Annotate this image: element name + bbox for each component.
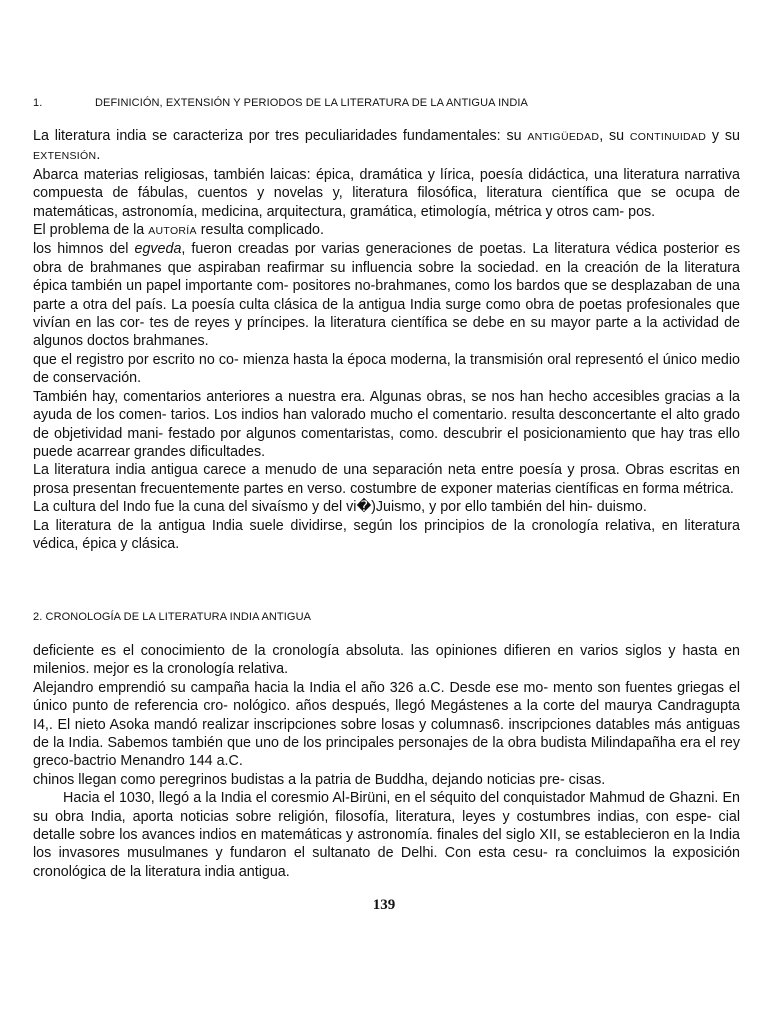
italic-term: egveda [134,241,182,258]
paragraph-text: . [96,147,101,164]
small-caps-term: CONTINUIDAD [629,131,707,143]
paragraph-materias: Abarca materias religiosas, también laicas: épica, dramática y lírica, poesía didáctica, una literatura narrativa compuesta de fábulas, cuentos y novelas y, literatura filosófica, literatura científica que se ocupa de matemáticas, astronomía, medicina, arquitectura, gramática, etimología, métrica y otros cam- pos. [33,166,740,220]
page-number: 139 [372,897,396,913]
paragraph-text: , fueron creadas por varias generaciones de poetas. La literatura védica posterior es obra de brahmanes que aspiraban reafirmar su influencia sobre la sociedad. en la creación de la literatura épica también un papel importante com- positores no-brahmanes, como los bardos que se desplazaban de una parte a otra del país. La poesía culta clásica de la antigua India surge como obra de poetas profesionales que vivían en las cor- tes de reyes y príncipes. la literatura científica se debe en su mayor parte a la actividad de algunos doctos brahmanes. [33,241,741,350]
section-1-number: 1. [33,97,43,109]
section-1-heading [33,97,528,109]
paragraph-alejandro: Alejandro emprendió su campaña hacia la India el año 326 a.C. Desde ese mo- mento son fuentes griegas el único punto de referencia cro- nológico. años después, llegó Megástenes a la corte del maurya Candragupta I4,. El nieto Asoka mandó realizar inscripciones sobre losas y columnas6. inscripciones datables más antiguas de la India. Sabemos también que uno de los principales personajes de la obra budista Milindapañha era el rey greco-bactrio Menandro 144 a.C. [33,679,740,770]
paragraph-division: La literatura de la antigua India suele dividirse, según los principios de la cronología relativa, en literatura védica, épica y clásica. [33,517,740,552]
section-1-body [33,127,740,553]
small-caps-term: EXTENSIÓN [33,150,97,163]
paragraph-peculiaridades [33,127,740,166]
paragraph-registro: que el registro por escrito no co- mienza hasta la época moderna, la transmisión oral representó el único medio de conservación. [33,351,740,387]
section-2-body [33,642,740,881]
small-caps-term: ANTIGÜEDAD [527,131,600,143]
paragraph-cultura-indo: La cultura del Indo fue la cuna del sivaísmo y del vi�)Juismo, y por ello también del hin- duismo. [33,499,647,516]
paragraph-autoria [33,221,740,240]
paragraph-cronologia: deficiente es el conocimiento de la cronología absoluta. las opiniones difieren en varios siglos y hasta en milenios. mejor es la cronología relativa. [33,643,740,678]
paragraph-text: los himnos del [33,241,135,258]
paragraph-text: resulta complicado. [196,222,324,239]
paragraph-text: El problema de la [33,222,149,239]
small-caps-term: AUTORÍA [148,225,197,238]
paragraph-text: y su [706,128,740,144]
paragraph-comentarios: También hay, comentarios anteriores a nuestra era. Algunas obras, se nos han hecho accesibles gracias a la ayuda de los comen- tarios. Los indios han valorado mucho el comentario. resulta desconcertante el alto grado de objetividad mani- festado por algunos comentaristas, como. descubrir el posicionamiento que hay tras ello puede acarrear grandes dificultades. [33,388,740,460]
section-2-title: 2. CRONOLOGÍA DE LA LITERATURA INDIA ANTIGUA [33,611,312,623]
paragraph-himnos [33,240,740,350]
paragraph-text: La literatura india se caracteriza por tres peculiaridades fundamentales: su [33,128,528,144]
section-1-title: DEFINICIÓN, EXTENSIÓN Y PERIODOS DE LA LITERATURA DE LA ANTIGUA INDIA [95,97,528,109]
paragraph-chinos: chinos llegan como peregrinos budistas a la patria de Buddha, dejando noticias pre- cisas. [33,771,606,788]
paragraph-prosa-verso: La literatura india antigua carece a menudo de una separación neta entre poesía y prosa. Obras escritas en prosa presentan frecuentemente partes en verso. costumbre de exponer materias científicas en forma métrica. [33,462,740,497]
section-2-heading [33,611,311,623]
paragraph-text: , su [599,128,630,144]
paragraph-al-biruni: Hacia el 1030, llegó a la India el coresmio Al-Birüni, en el séquito del conquistador Mahmud de Ghazni. En su obra India, aporta noticias sobre religión, filosofía, literatura, leyes y costumbres indias, con espe- cial detalle sobre los avances indios en matemáticas y astronomía. finales del siglo XII, se establecieron en la India los invasores musulmanes y fundaron el sultanato de Delhi. Con esta cesu- ra concluimos la exposición cronológica de la literatura india antigua. [33,790,740,880]
